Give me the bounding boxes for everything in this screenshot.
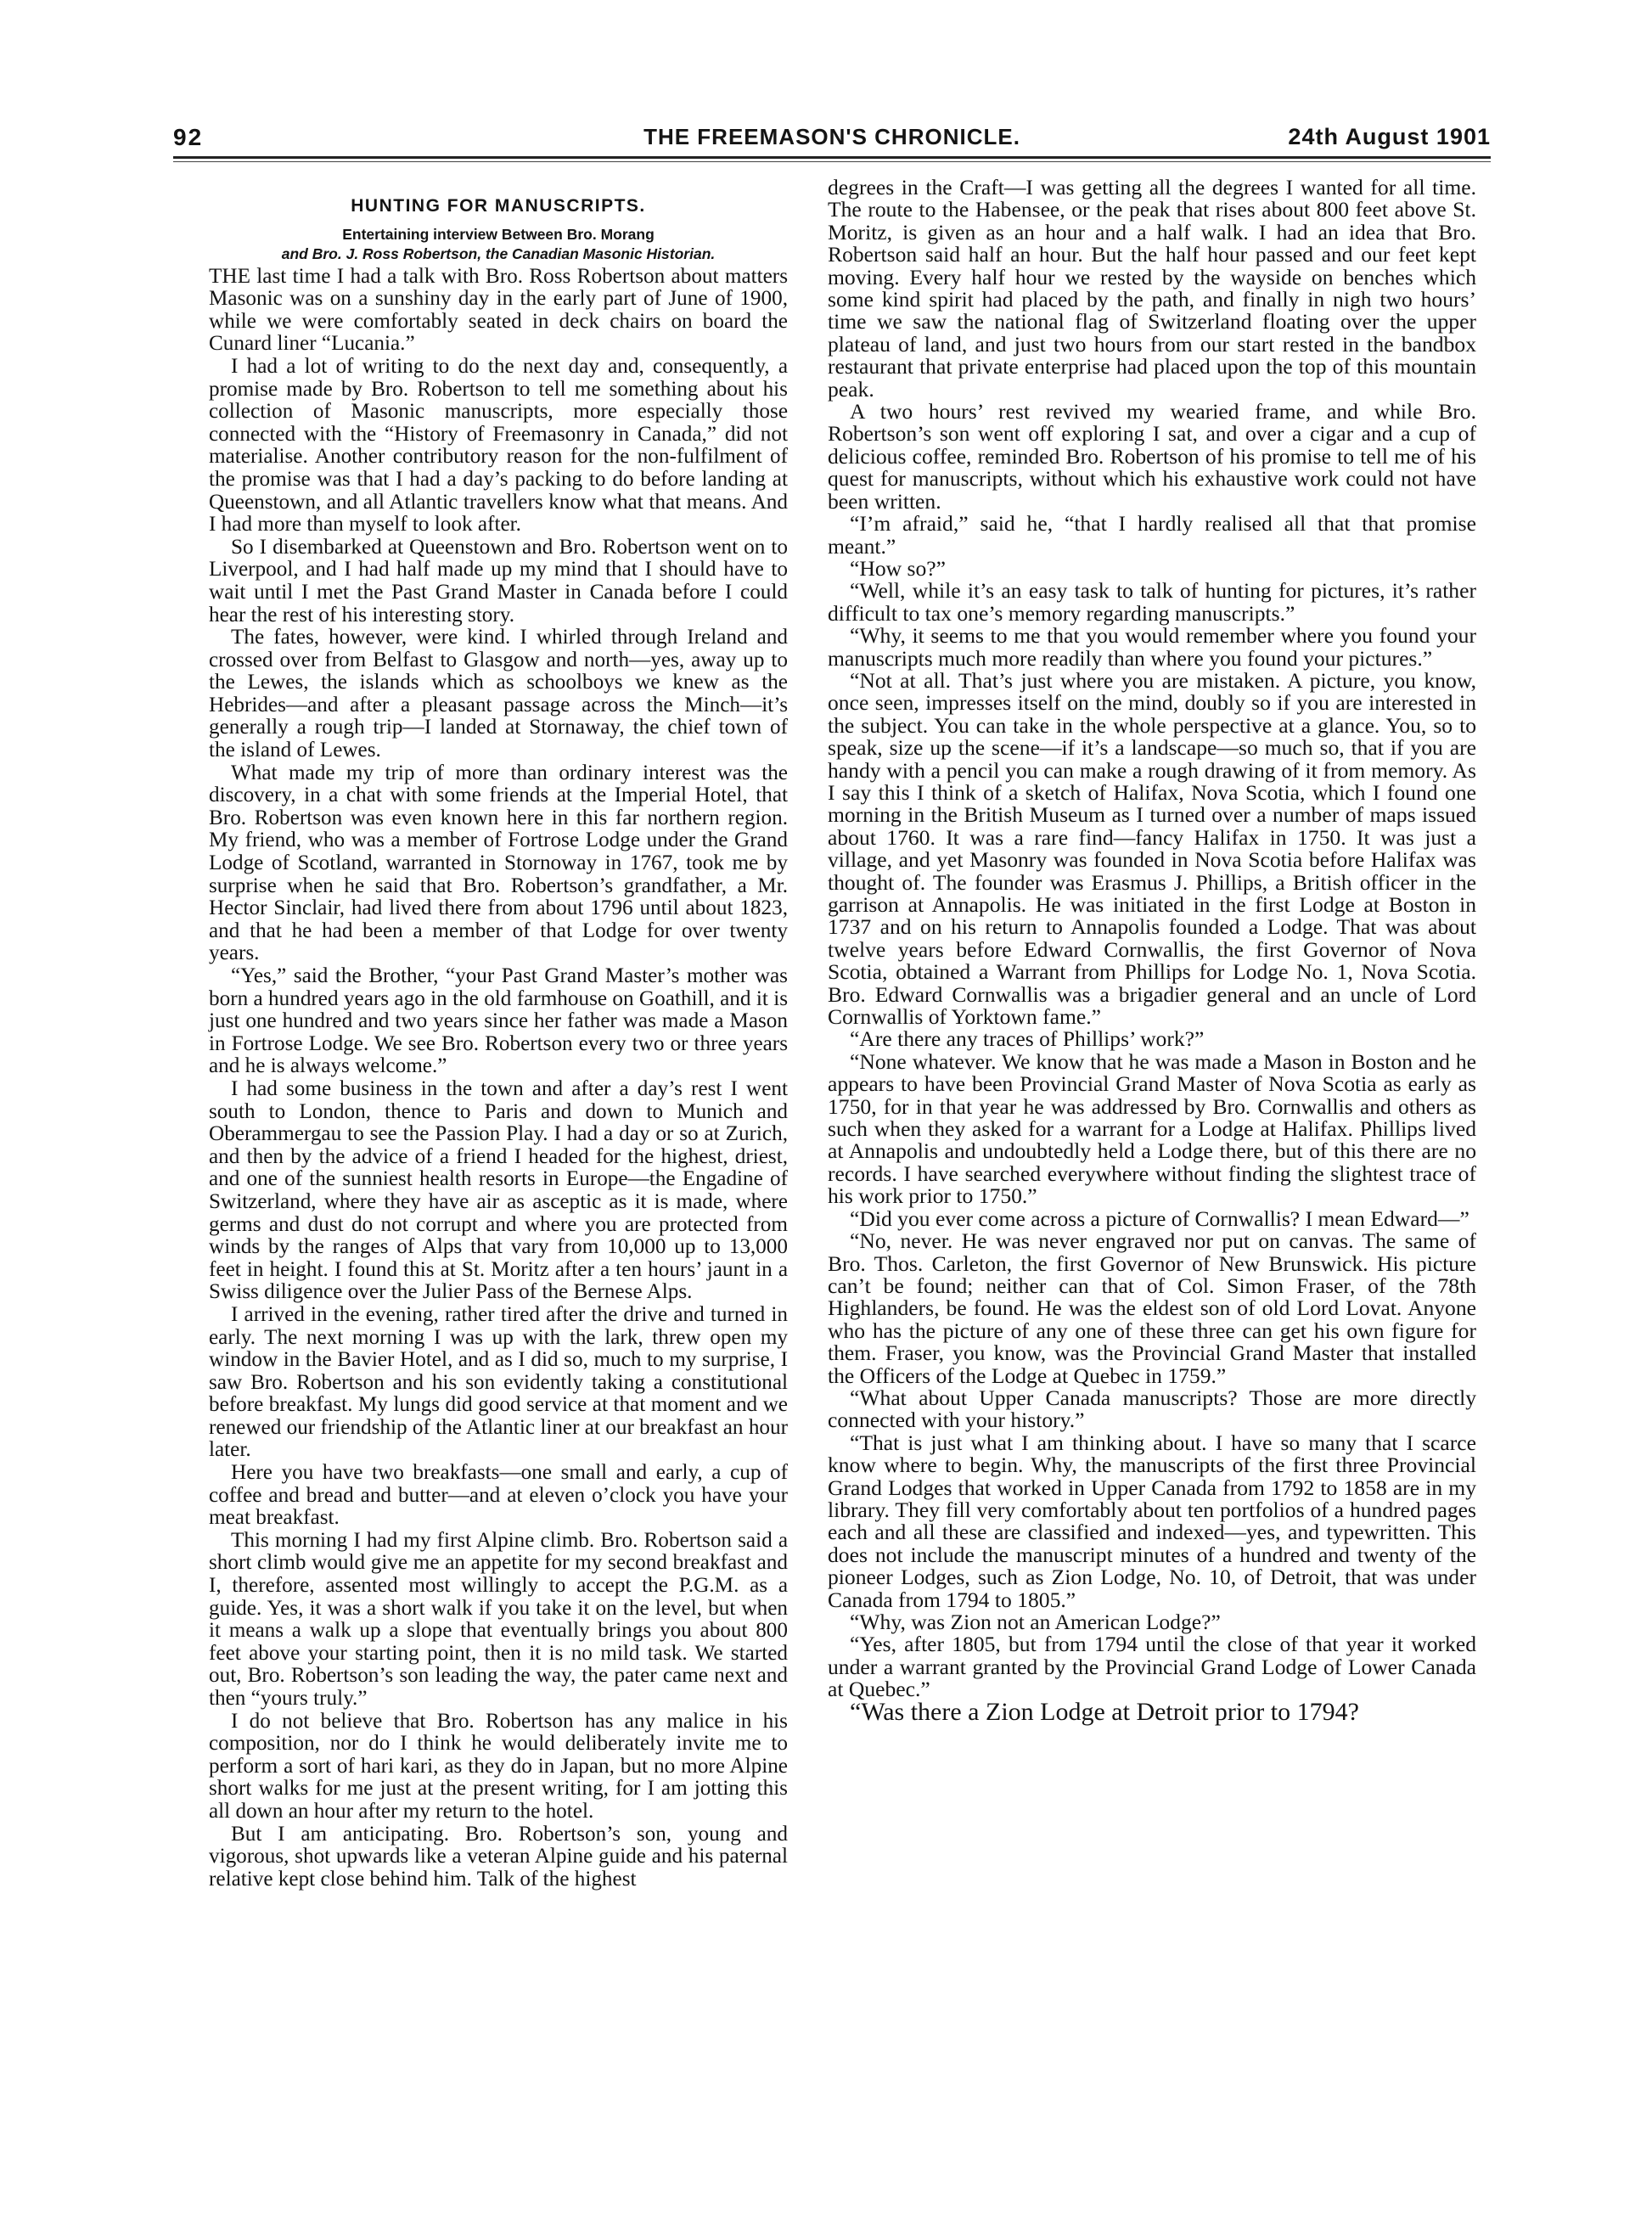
issue-date: 24th August 1901 (1288, 124, 1491, 149)
paragraph: The fates, however, were kind. I whirled through Ireland and crossed over from Belfast to Glasgow and north—yes, away up to the Lewes, the islands which as schoolboys we knew as the Hebrides—and after a pleasant passage across the Minch—it’s generally a rough trip—I landed at Stornaway, the chief town of the island of Lewes. (209, 626, 788, 762)
paragraph: “That is just what I am thinking about. I have so many that I scarce know where to begin. Why, the manuscripts of the first three Provincial Grand Lodges that worked in Upper Canada from 1792 to 1858 are in my library. They fill very comfortably about ten portfolios of a hundred pages each and all these are classified and indexed—yes, and typewritten. This does not include the manuscript minutes of a hundred and twenty of the pioneer Lodges, such as Zion Lodge, No. 10, of Detroit, that was under Canada from 1794 to 1805.” (828, 1430, 1476, 1612)
paragraph: THE last time I had a talk with Bro. Ross Robertson about matters Masonic was on a sunshiny day in the early part of June of 1900, while we were comfortably seated in deck chairs on board the Cunard liner “Lucania.” (209, 264, 788, 356)
paragraph: “Yes,” said the Brother, “your Past Grand Master’s mother was born a hundred years ago in the old farmhouse on Goathill, and it is just one hundred and two years since her father was made a Mason in Fortrose Lodge. We see Bro. Robertson every two or three years and he is always welcome.” (209, 964, 788, 1078)
paragraph: So I disembarked at Queenstown and Bro. Robertson went on to Liverpool, and I had half made up my mind that I should have to wait until I met the Past Grand Master in Canada before I could hear the rest of his interesting story. (209, 535, 788, 627)
paragraph: “Was there a Zion Lodge at Detroit prior to 1794? (850, 1697, 1359, 1726)
left-column (209, 180, 788, 1891)
paragraph: But I am anticipating. Bro. Robertson’s son, young and vigorous, shot upwards like a veteran Alpine guide and his paternal relative kept close behind him. Talk of the highest (209, 1822, 788, 1891)
paragraph: A two hours’ rest revived my wearied frame, and while Bro. Robertson’s son went off exploring I sat, and over a cigar and a cup of delicious coffee, reminded Bro. Robertson of his promise to tell me of his quest for manuscripts, without which his exhaustive work could not have been written. (828, 399, 1476, 514)
paragraph: This morning I had my first Alpine climb. Bro. Robertson said a short climb would give me an appetite for my second breakfast and I, therefore, assented most willingly to accept the P.G.M. as a guide. Yes, it was a short walk if you take it on the level, but when it means a walk up a slope that eventually brings you about 800 feet above your starting point, then it is no mild task. We started out, Bro. Robertson’s son leading the way, the pater came next and then “yours truly.” (209, 1528, 788, 1710)
paragraph: “What about Upper Canada manuscripts? Those are more directly connected with your history.” (828, 1385, 1476, 1433)
publication-title: THE FREEMASON'S CHRONICLE. (643, 124, 1020, 149)
paragraph: “None whatever. We know that he was made a Mason in Boston and he appears to have been Provincial Grand Master of Nova Scotia as early as 1750, for in that year he was addressed by Bro. Cornwallis and others as such when they asked for a warrant for a Lodge at Halifax. Phillips lived at Annapolis and undoubtedly held a Lodge there, but of this there are no records. I have searched everywhere without finding the slightest trace of his work prior to 1750.” (828, 1048, 1476, 1209)
paragraph: degrees in the Craft—I was getting all the degrees I wanted for all time. The route to the Habensee, or the peak that rises about 800 feet above St. Moritz, is given as an hour and a half walk. I had an idea that Bro. Robertson said half an hour. But the half hour passed and our feet kept moving. Every half hour we rested by the wayside on benches which some kind spirit had placed by the path, and finally in nigh two hours’ time we saw the national flag of Switzerland floating over the upper plateau of land, and just two hours from our start rested in the bandbox restaurant that private enterprise had placed upon the top of this mountain peak. (828, 175, 1476, 402)
header-rule (173, 156, 1491, 159)
paragraph: I arrived in the evening, rather tired after the drive and turned in early. The next morning I was up with the lark, threw open my window in the Bavier Hotel, and as I did so, much to my surprise, I saw Bro. Robertson and his son evidently taking a constitutional before breakfast. My lungs did good service at that moment and we renewed our friendship of the Atlantic liner at our breakfast an hour later. (209, 1302, 788, 1462)
page-number: 92 (173, 124, 204, 150)
paragraph: “Not at all. That’s just where you are mistaken. A picture, you know, once seen, impresses itself on the mind, doubly so if you are interested in the subject. You can take in the whole perspective at a glance. You, so to speak, size up the scene—if it’s a landscape—so much so, that if you are handy with a pencil you can make a rough drawing of it from memory. As I say this I think of a sketch of Halifax, Nova Scotia, which I found one morning in the British Museum as I turned over a number of maps issued about 1760. It was a rare find—fancy Halifax in 1750. It was just a village, and yet Masonry was founded in Nova Scotia before Halifax was thought of. The founder was Erasmus J. Phillips, a British officer in the garrison at Annapolis. He was initiated in the first Lodge at Boston in 1737 and on his return to Annapolis founded a Lodge. That was about twelve years before Edward Cornwallis, the first Governor of Nova Scotia, obtained a Warrant from Phillips for Lodge No. 1, Nova Scotia. Bro. Edward Cornwallis was a brigadier general and an uncle of Lord Cornwallis of Yorktown fame.” (828, 667, 1476, 1030)
header-rule-thin (173, 161, 1491, 162)
paragraph: “Did you ever come across a picture of Cornwallis? I mean Edward—” (850, 1205, 1469, 1231)
paragraph: “Yes, after 1805, but from 1794 until the close of that year it worked under a warrant granted by the Provincial Grand Lodge of Lower Canada at Quebec.” (828, 1632, 1476, 1702)
paragraph: “How so?” (850, 555, 946, 581)
paragraph: I had a lot of writing to do the next day and, consequently, a promise made by Bro. Robertson to tell me something about his collection of Masonic manuscripts, more especially those connected with the “History of Freemasonry in Canada,” did not materialise. Another contributory reason for the non-fulfilment of the promise was that I had a day’s packing to do before landing at Queenstown, and all Atlantic travellers know what that means. And I had more than myself to look after. (209, 354, 788, 537)
paragraph: “Well, while it’s an easy task to talk of hunting for pictures, it’s rather difficult to tax one’s memory regarding manuscripts.” (828, 578, 1476, 626)
article-headline: HUNTING FOR MANUSCRIPTS. (351, 196, 646, 216)
paragraph: Here you have two breakfasts—one small and early, a cup of coffee and bread and butter—and at eleven o’clock you have your meat breakfast. (209, 1461, 788, 1530)
paragraph: “No, never. He was never engraved nor put on canvas. The same of Bro. Thos. Carleton, the first Governor of New Brunswick. His picture can’t be found; neither can that of Col. Simon Fraser, of the 78th Highlanders, be found. He was the eldest son of old Lord Lovat. Anyone who has the picture of any one of these three can get his own figure for them. Fraser, you know, was the Provincial Grand Master that installed the Officers of the Lodge at Quebec in 1759.” (828, 1228, 1476, 1388)
article-subhead: Entertaining interview Between Bro. Morang (342, 225, 655, 243)
paragraph: What made my trip of more than ordinary interest was the discovery, in a chat with some friends at the Imperial Hotel, that Bro. Robertson was even known here in this far northern region. My friend, who was a member of Fortrose Lodge under the Grand Lodge of Scotland, warranted in Stornoway in 1767, took me by surprise when he said that Bro. Robertson’s grandfather, a Mr. Hector Sinclair, had lived there from about 1796 until about 1823, and that he had been a member of that Lodge for over twenty years. (209, 761, 788, 965)
paragraph: “Why, was Zion not an American Lodge?” (850, 1610, 1221, 1634)
article-subhead-2: and Bro. J. Ross Robertson, the Canadian Masonic Historian. (281, 244, 716, 262)
paragraph: “I’m afraid,” said he, “that I hardly realised all that that promise meant.” (828, 511, 1476, 559)
page-header (173, 124, 1491, 166)
paragraph: I do not believe that Bro. Robertson has any malice in his composition, nor do I think he would deliberately invite me to perform a sort of hari kari, as they do in Japan, but no more Alpine short walks for me just at the present writing, for I am jotting this all down an hour after my return to the hotel. (209, 1709, 788, 1823)
paragraph: “Why, it seems to me that you would remember where you found your manuscripts much more readily than where you found your pictures.” (828, 623, 1476, 671)
paragraph: I had some business in the town and after a day’s rest I went south to London, thence to Paris and down to Munich and Oberammergau to see the Passion Play. I had a day or so at Zurich, and then by the advice of a friend I headed for the highest, driest, and one of the sunniest health resorts in Europe—the Engadine of Switzerland, where they have air as asceptic as it is made, where germs and dust do not corrupt and where you are protected from winds by the ranges of Alps that vary from 10,000 up to 13,000 feet in height. I found this at St. Moritz after a ten hours’ jaunt in a Swiss diligence over the Julier Pass of the Bernese Alps. (209, 1076, 788, 1304)
paragraph: “Are there any traces of Phillips’ work?” (850, 1026, 1205, 1052)
right-column (828, 175, 1476, 1726)
